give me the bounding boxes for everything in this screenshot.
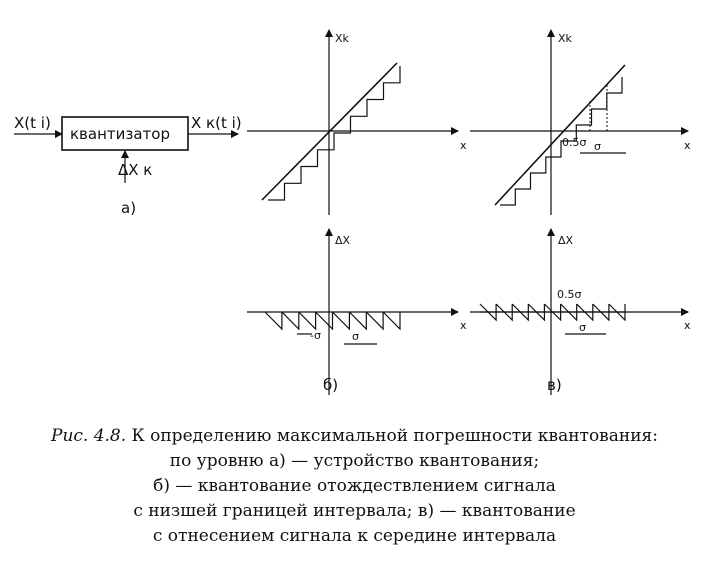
dx-axis-label: ΔX bbox=[558, 234, 574, 247]
error-sawtooth bbox=[265, 312, 400, 329]
sigma-label: σ bbox=[594, 140, 601, 153]
caption-prefix: Рис. 4.8. bbox=[51, 426, 127, 446]
caption-text-1: К определению максимальной погрешности квантования: bbox=[126, 426, 658, 446]
output-label: X к(t i) bbox=[191, 114, 242, 132]
x-axis-label: x bbox=[684, 139, 691, 152]
minus-sigma-label: -σ bbox=[310, 329, 321, 342]
caption-line-2: по уровню а) — устройство квантования; bbox=[169, 451, 540, 471]
error-plot-lower-bound bbox=[247, 229, 467, 395]
quantizer-box-label: квантизатор bbox=[70, 125, 170, 143]
control-label: ΔX к bbox=[118, 161, 153, 179]
staircase bbox=[500, 77, 622, 205]
panel-label-a: а) bbox=[121, 199, 137, 217]
panel-label-b: б) bbox=[323, 376, 339, 394]
staircase-plot-midpoint bbox=[470, 30, 691, 215]
x-axis-label: x bbox=[460, 319, 467, 332]
quantizer-block-diagram bbox=[14, 114, 242, 217]
panel-label-v: в) bbox=[547, 376, 562, 394]
error-plot-midpoint bbox=[470, 229, 691, 395]
caption-line-5: с отнесением сигнала к середине интервала bbox=[152, 526, 557, 546]
caption-line-3: б) — квантование отождествлением сигнала bbox=[153, 476, 556, 496]
caption-line-1 bbox=[0, 424, 709, 449]
staircase bbox=[268, 66, 400, 200]
xk-axis-label: Xk bbox=[558, 32, 572, 45]
input-label: X(t i) bbox=[14, 114, 51, 132]
error-sawtooth bbox=[480, 304, 625, 320]
caption-line-4: с низшей границей интервала; в) — квантование bbox=[133, 501, 576, 521]
sigma-label: σ bbox=[579, 321, 586, 334]
x-axis-label: x bbox=[684, 319, 691, 332]
half-sigma-label: 0.5σ bbox=[557, 288, 582, 301]
sigma-label: σ bbox=[352, 330, 359, 343]
half-sigma-label: 0.5σ bbox=[562, 136, 587, 149]
xk-axis-label: Xk bbox=[335, 32, 349, 45]
dx-axis-label: ΔX bbox=[335, 234, 351, 247]
ideal-line bbox=[495, 65, 625, 205]
x-axis-label: x bbox=[460, 139, 467, 152]
figure-caption bbox=[0, 424, 709, 549]
staircase-plot-lower-bound bbox=[247, 30, 467, 215]
